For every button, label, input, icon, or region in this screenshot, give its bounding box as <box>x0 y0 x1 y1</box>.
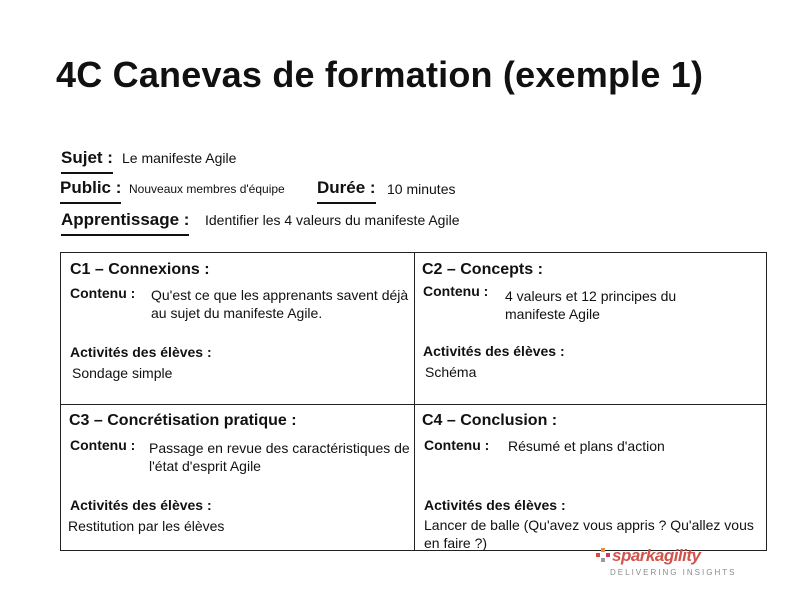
apprentissage-label-text: Apprentissage : <box>61 210 190 229</box>
cell-c4-conclusion <box>415 405 767 551</box>
contenu-label: Contenu : <box>70 285 136 301</box>
page-title: 4C Canevas de formation (exemple 1) <box>56 54 704 95</box>
contenu-label: Contenu : <box>424 437 490 453</box>
logo-wordmark: sparkagility <box>612 546 701 565</box>
logo-tagline: DELIVERING INSIGHTS <box>610 568 737 577</box>
activites-text: Schéma <box>425 364 477 380</box>
duree-underline <box>317 202 376 204</box>
sparkagility-logo <box>596 546 756 586</box>
contenu-text: Résumé et plans d'action <box>508 438 665 454</box>
apprentissage-value: Identifier les 4 valeurs du manifeste Agile <box>205 212 460 228</box>
public-label <box>60 178 121 198</box>
contenu-text: 4 valeurs et 12 principes du manifeste Agile <box>505 288 677 322</box>
activites-label: Activités des élèves : <box>423 343 565 359</box>
cell-title: C1 – Connexions : <box>70 261 210 278</box>
sujet-label-text: Sujet : <box>61 148 113 167</box>
cell-title: C2 – Concepts : <box>422 261 543 278</box>
activites-label: Activités des élèves : <box>70 344 212 360</box>
cell-c3-concretisation <box>61 405 414 551</box>
duree-label <box>317 178 376 198</box>
activites-label: Activités des élèves : <box>70 497 212 513</box>
contenu-text: Qu'est ce que les apprenants savent déjà au sujet du manifeste Agile. <box>151 287 409 321</box>
activites-text: Lancer de balle (Qu'avez vous appris ? Qu'allez vous en faire ?) <box>424 517 754 551</box>
cell-c1-connexions <box>61 253 414 404</box>
cell-title: C3 – Concrétisation pratique : <box>69 412 297 429</box>
four-c-canvas-table <box>60 252 767 551</box>
spark-icon <box>596 548 610 562</box>
apprentissage-underline <box>61 234 189 236</box>
duree-label-text: Durée : <box>317 178 376 197</box>
sujet-underline <box>61 172 113 174</box>
apprentissage-label <box>61 210 189 230</box>
contenu-label: Contenu : <box>70 437 136 453</box>
sujet-value: Le manifeste Agile <box>122 150 237 166</box>
contenu-text: Passage en revue des caractéristiques de l'état d'esprit Agile <box>149 440 410 474</box>
public-value: Nouveaux membres d'équipe <box>129 182 285 196</box>
cell-c2-concepts <box>415 253 767 404</box>
sujet-label <box>61 148 113 168</box>
contenu-label: Contenu : <box>423 283 489 299</box>
cell-title: C4 – Conclusion : <box>422 412 558 429</box>
activites-text: Restitution par les élèves <box>68 518 225 534</box>
activites-text: Sondage simple <box>72 365 173 381</box>
duree-value: 10 minutes <box>387 181 456 197</box>
activites-label: Activités des élèves : <box>424 497 566 513</box>
public-label-text: Public : <box>60 178 122 197</box>
public-underline <box>60 202 121 204</box>
